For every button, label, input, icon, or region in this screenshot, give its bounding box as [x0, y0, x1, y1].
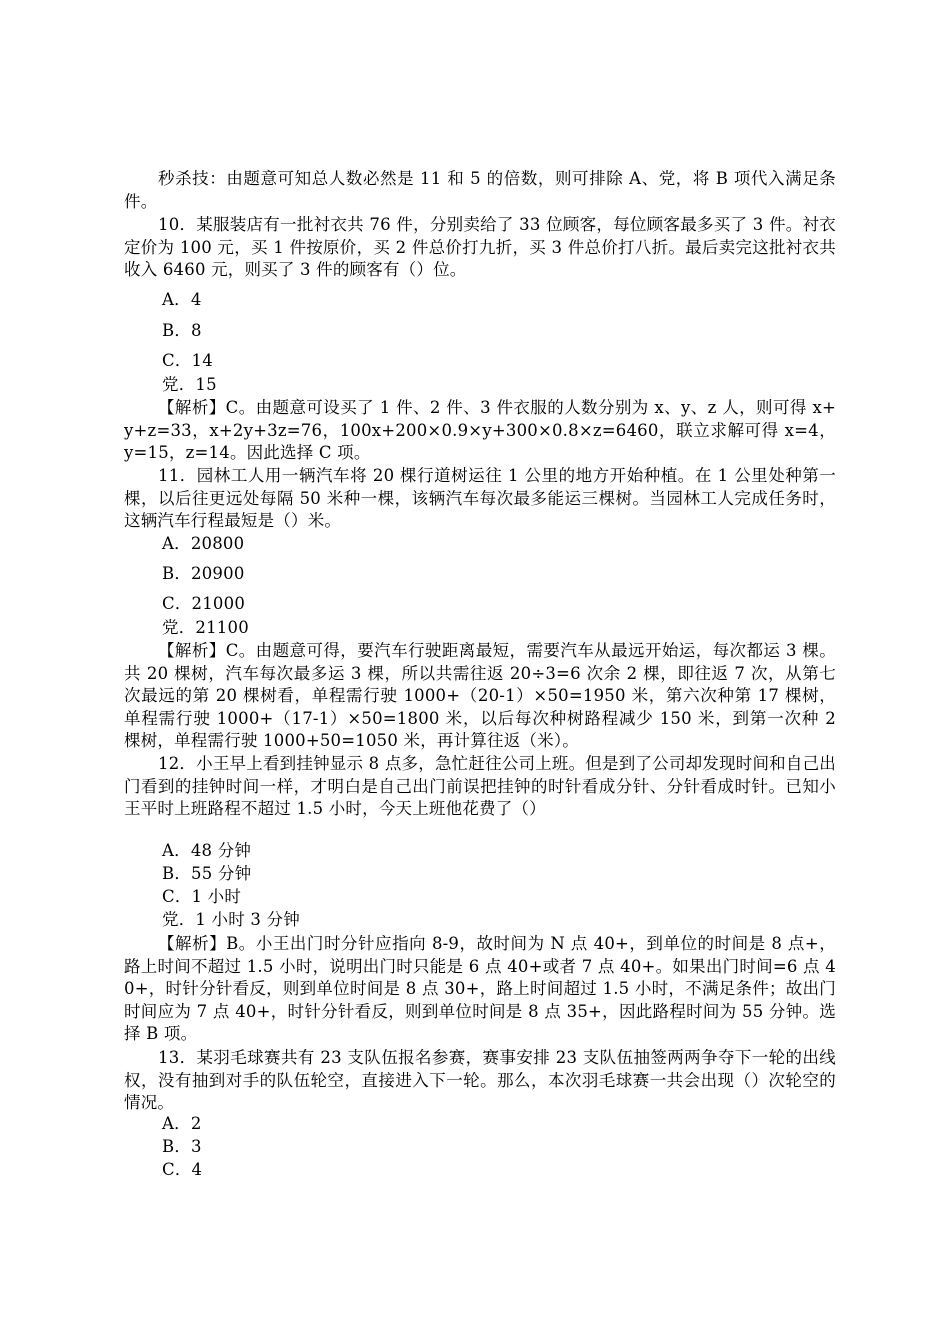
q11-analysis: 【解析】C。由题意可得，要汽车行驶距离最短，需要汽车从最远开始运，每次都运 3 棵。共 20 棵树，汽车每次最多运 3 棵，所以共需往返 20÷3=6 次余 2 棵，即往返 7 次，从第七次最远的第 20 棵树看，单程需行驶 1000+（20-1）×50=1950 米，第六次种第 17 棵树，单程需行驶 1000+（17-1）×50=1800 米，以后每次种树路程减少 150 米，到第一次种 2 棵树，单程需行驶 1000+50=1050 米，再计算往返（米）。	[124, 641, 836, 750]
q13-stem: 13．某羽毛球赛共有 23 支队伍报名参赛，赛事安排 23 支队伍抽签两两争夺下一轮的出线权，没有抽到对手的队伍轮空，直接进入下一轮。那么，本次羽毛球赛一共会出现（）次轮空的情况。	[124, 1048, 836, 1112]
q12-option-d: 党．1 小时 3 分钟	[162, 910, 300, 929]
q13-option-a: A．2	[162, 1114, 202, 1133]
q11-option-d: 党．21100	[162, 618, 249, 637]
q10-option-d: 党．15	[162, 375, 217, 394]
q10-stem: 10．某服装店有一批衬衣共 76 件，分别卖给了 33 位顾客，每位顾客最多买了 3 件。衬衣定价为 100 元，买 1 件按原价，买 2 件总价打九折，买 3 件总价打八折。最后卖完这批衬衣共收入 6460 元，则买了 3 件的顾客有（）位。	[124, 215, 836, 279]
q11-option-c: C．21000	[162, 594, 246, 613]
q12-option-a: A．48 分钟	[162, 841, 252, 860]
q11-option-a: A．20800	[162, 534, 245, 553]
q13-option-c: C．4	[162, 1160, 203, 1179]
q11-option-b: B．20900	[162, 564, 245, 583]
q13-option-b: B．3	[162, 1137, 202, 1156]
q12-option-c: C．1 小时	[162, 887, 242, 906]
q10-option-a: A．4	[162, 290, 202, 309]
q11-stem: 11．园林工人用一辆汽车将 20 棵行道树运往 1 公里的地方开始种植。在 1 公里处种第一棵，以后往更远处每隔 50 米种一棵，该辆汽车每次最多能运三棵树。当园林工人完成任务时，这辆汽车行程最短是（）米。	[124, 466, 836, 530]
q10-option-b: B．8	[162, 321, 202, 340]
q12-option-b: B．55 分钟	[162, 864, 252, 883]
q9-quick-tip: 秒杀技：由题意可知总人数必然是 11 和 5 的倍数，则可排除 A、党，将 B 项代入满足条件。	[124, 169, 836, 211]
q12-stem: 12．小王早上看到挂钟显示 8 点多，急忙赶往公司上班。但是到了公司却发现时间和自己出门看到的挂钟时间一样，才明白是自己出门前误把挂钟的时针看成分针、分针看成时针。已知小王平时上班路程不超过 1.5 小时，今天上班他花费了（）	[124, 754, 836, 818]
q10-option-c: C．14	[162, 351, 213, 370]
q10-analysis: 【解析】C。由题意可设买了 1 件、2 件、3 件衣服的人数分别为 x、y、z 人，则可得 x+y+z=33，x+2y+3z=76，100x+200×0.9×y+300×0.8×z=6460，联立求解可得 x=4，y=15，z=14。因此选择 C 项。	[124, 398, 836, 462]
q12-analysis: 【解析】B。小王出门时分针应指向 8-9，故时间为 N 点 40+，到单位的时间是 8 点+，路上时间不超过 1.5 小时，说明出门时只能是 6 点 40+或者 7 点 40+。如果出门时间=6 点 40+，时针分针看反，则到单位时间是 8 点 30+，路上时间超过 1.5 小时，不满足条件；故出门时间应为 7 点 40+，时针分针看反，则到单位时间是 8 点 35+，因此路程时间为 55 分钟。选择 B 项。	[124, 934, 836, 1043]
